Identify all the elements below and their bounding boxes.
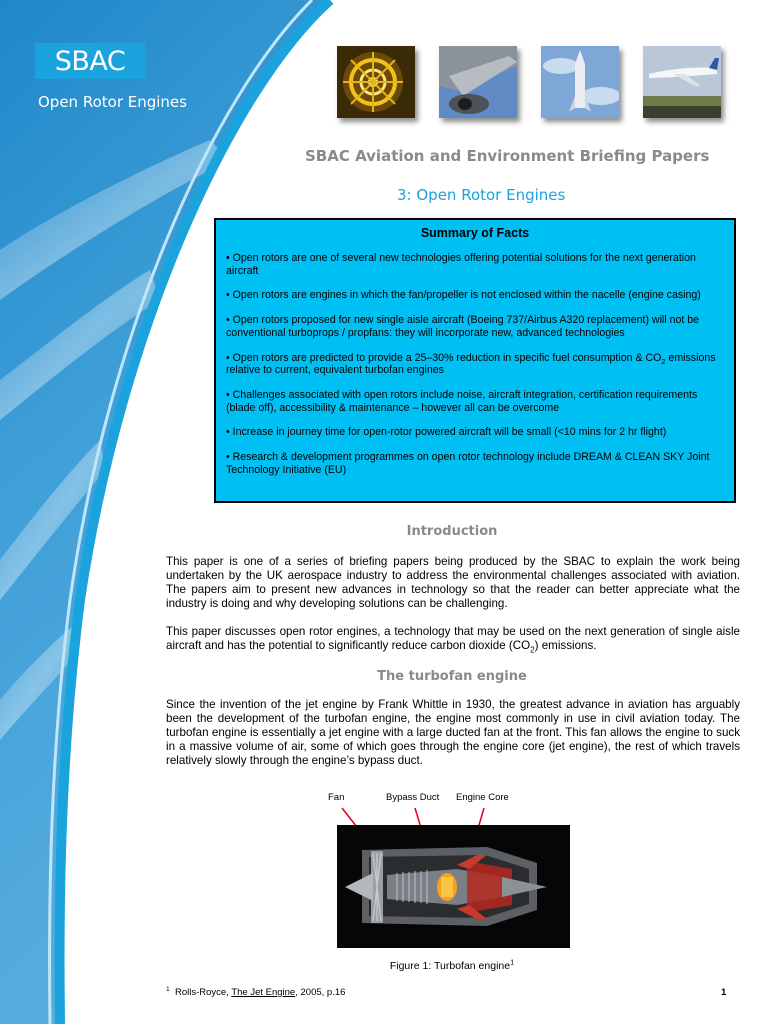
fact-item: • Open rotors are predicted to provide a 25–30% reduction in specific fuel consumption & $CO_2$ emissions relative to current, equivalent turbofan engines — [226, 351, 716, 377]
footnote: $^1$ Rolls-Royce, The Jet Engine, 2005, p.16 — [166, 985, 346, 998]
figure-label-fan: Fan — [328, 792, 345, 803]
briefing-series-title: SBAC Aviation and Environment Briefing Papers — [305, 147, 710, 165]
figure-label-bypass-duct: Bypass Duct — [386, 792, 440, 803]
turbofan-engine-image — [337, 825, 570, 948]
fact-item: • Open rotors are engines in which the fan/propeller is not enclosed within the nacelle (engine casing) — [226, 289, 701, 302]
summary-title: Summary of Facts — [420, 226, 530, 240]
fact-item: • Open rotors are one of several new technologies offering potential solutions for the next generation aircraft — [226, 252, 696, 277]
fact-item: • Increase in journey time for open-rotor powered aircraft will be small (<10 mins for 2 hr flight) — [226, 426, 667, 439]
fact-item: • Research & development programmes on open rotor technology include DREAM & CLEAN SKY Joint Technology Initiative (EU) — [226, 451, 710, 476]
introduction-heading: Introduction — [406, 524, 498, 539]
fact-item: • Challenges associated with open rotors include noise, aircraft integration, certification requirements (blade off), accessibility & maintenance – however all can be overcome — [226, 388, 698, 414]
turbofan-heading: The turbofan engine — [377, 669, 527, 684]
logo-subtitle: Open Rotor Engines — [38, 93, 187, 111]
figure-label-engine-core: Engine Core — [456, 792, 509, 803]
introduction-paragraph-1: This paper is one of a series of briefing papers being produced by the SBAC to explain the work being undertaken by the UK aerospace industry to address the environmental challenges associated with aviation. The papers aim to present new advances in technology so that the reader can better appreciate what the industry is doing and why developing solutions can be challenging. — [166, 555, 740, 610]
turbofan-paragraph: Since the invention of the jet engine by Frank Whittle in 1930, the greatest advance in aviation has arguably been the development of the turbofan engine, the engine most commonly in use in civil aviation today. The turbofan engine is essentially a jet engine with a large ducted fan at the front. This fan allows the engine to suck in a massive volume of air, some of which goes through the engine core (jet engine), the rest of which travels relatively slowly through the engine’s bypass duct. — [166, 698, 740, 767]
fact-item: • Open rotors proposed for new single aisle aircraft (Boeing 737/Airbus A320 replacement) will not be conventional turboprops / propfans: they will incorporate new, advanced technologies — [226, 314, 700, 339]
paper-title: 3: Open Rotor Engines — [397, 186, 566, 204]
introduction-paragraph-2: This paper discusses open rotor engines, a technology that may be used on the next generation of single aisle aircraft and has the potential to significantly reduce carbon dioxide $(CO_2)$ emissions. — [166, 625, 740, 655]
page-number: 1 — [721, 987, 727, 998]
figure-caption: Figure 1: Turbofan engine$^1$ — [389, 957, 515, 972]
sbac-logo: SBAC — [35, 43, 145, 79]
